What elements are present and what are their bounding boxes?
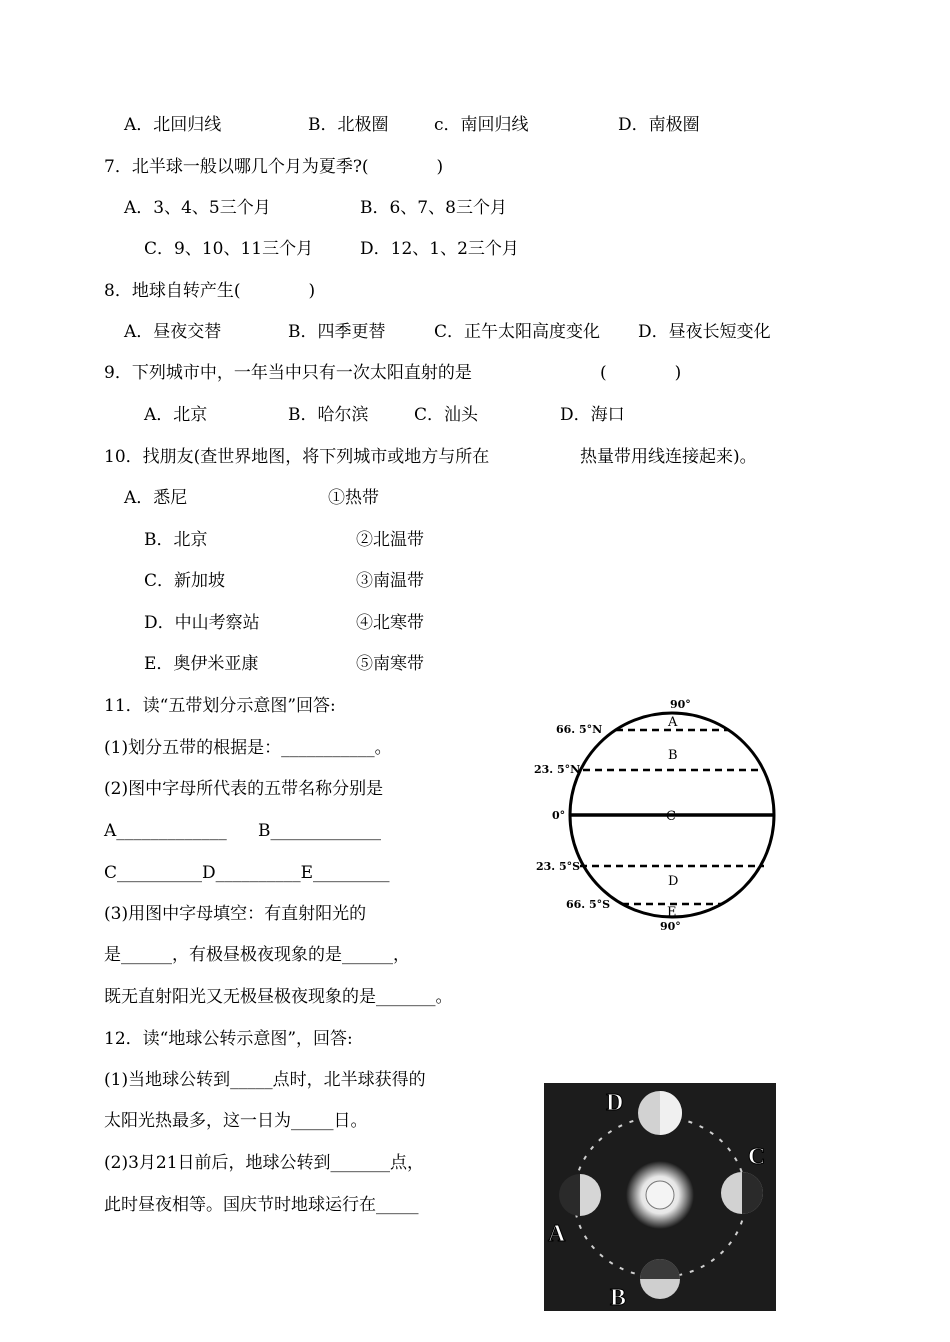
label-north-pole: 90° bbox=[670, 698, 691, 711]
q8-option-c: C．正午太阳高度变化 bbox=[434, 322, 601, 342]
five-zones-diagram bbox=[520, 690, 790, 940]
q10-zone-4: ④北寒带 bbox=[356, 613, 424, 633]
q7-option-d: D．12、1、2三个月 bbox=[360, 239, 519, 259]
position-label-d: D bbox=[606, 1090, 624, 1116]
q10-place-c: C．新加坡 bbox=[144, 571, 226, 591]
q9-option-c: C．汕头 bbox=[414, 405, 479, 425]
label-23-5s: 23. 5°S bbox=[536, 860, 581, 873]
q12-part1-line1: (1)当地球公转到_____点时，北半球获得的 bbox=[104, 1070, 426, 1090]
label-south-pole: 90° bbox=[660, 920, 681, 933]
q10-zone-5: ⑤南寒带 bbox=[356, 654, 424, 674]
position-label-a: A bbox=[548, 1221, 566, 1247]
q12-part1-line2: 太阳光热最多，这一日为_____日。 bbox=[104, 1111, 368, 1131]
q10-zone-1: ①热带 bbox=[328, 488, 379, 508]
q10-place-b: B．北京 bbox=[144, 530, 208, 550]
q12-part2-line2: 此时昼夜相等。国庆节时地球运行在_____ bbox=[104, 1195, 419, 1215]
q11-blank-cde: C__________D__________E_________ bbox=[104, 863, 390, 883]
q8-option-d: D．昼夜长短变化 bbox=[638, 322, 771, 342]
q6-option-c: c．南回归线 bbox=[434, 115, 529, 135]
sun bbox=[646, 1181, 674, 1209]
q9-answer-bracket: ( ) bbox=[600, 363, 682, 383]
q12-stem: 12．读“地球公转示意图”，回答: bbox=[104, 1029, 353, 1049]
zone-letter-d: D bbox=[668, 874, 679, 889]
q8-stem: 8．地球自转产生( ) bbox=[104, 281, 316, 301]
label-66-5s: 66. 5°S bbox=[566, 898, 611, 911]
label-66-5n: 66. 5°N bbox=[556, 723, 603, 736]
q10-zone-2: ②北温带 bbox=[356, 530, 424, 550]
position-label-b: B bbox=[610, 1285, 627, 1311]
position-label-c: C bbox=[748, 1144, 766, 1170]
q7-option-c: C．9、10、11三个月 bbox=[144, 239, 314, 259]
q11-part3-line3: 既无直射阳光又无极昼极夜现象的是_______。 bbox=[104, 987, 453, 1007]
zone-letter-b: B bbox=[668, 748, 678, 763]
q6-option-a: A．北回归线 bbox=[124, 115, 222, 135]
q8-option-b: B．四季更替 bbox=[288, 322, 386, 342]
q10-zone-3: ③南温带 bbox=[356, 571, 424, 591]
q10-place-d: D．中山考察站 bbox=[144, 613, 260, 633]
q11-part2: (2)图中字母所代表的五带名称分别是 bbox=[104, 779, 384, 799]
q7-option-a: A．3、4、5三个月 bbox=[124, 198, 271, 218]
q9-option-d: D．海口 bbox=[560, 405, 625, 425]
q11-part3-line1: (3)用图中字母填空：有直射阳光的 bbox=[104, 904, 367, 924]
q9-option-b: B．哈尔滨 bbox=[288, 405, 369, 425]
q7-option-b: B．6、7、8三个月 bbox=[360, 198, 507, 218]
zone-letter-c: C bbox=[666, 809, 676, 824]
q10-stem-part2: 热量带用线连接起来)。 bbox=[580, 447, 757, 467]
q12-part2-line1: (2)3月21日前后，地球公转到_______点， bbox=[104, 1153, 425, 1173]
q7-stem: 7．北半球一般以哪几个月为夏季?( ) bbox=[104, 157, 444, 177]
zone-letter-a: A bbox=[668, 715, 678, 730]
q9-stem: 9．下列城市中，一年当中只有一次太阳直射的是 bbox=[104, 363, 472, 383]
q11-part3-line2: 是______，有极昼极夜现象的是______， bbox=[104, 945, 410, 965]
q10-stem-part1: 10．找朋友(查世界地图，将下列城市或地方与所在 bbox=[104, 447, 490, 467]
q11-part1: (1)划分五带的根据是：___________。 bbox=[104, 738, 392, 758]
label-23-5n: 23. 5°N bbox=[534, 763, 581, 776]
q8-option-a: A．昼夜交替 bbox=[124, 322, 222, 342]
q11-blank-a: A_____________ bbox=[104, 821, 227, 841]
q11-blank-b: B_____________ bbox=[258, 821, 381, 841]
zone-letter-e: E bbox=[667, 905, 677, 920]
q11-stem: 11．读“五带划分示意图”回答: bbox=[104, 696, 336, 716]
q9-option-a: A．北京 bbox=[144, 405, 208, 425]
q6-option-d: D．南极圈 bbox=[618, 115, 700, 135]
q10-place-e: E．奥伊米亚康 bbox=[144, 654, 259, 674]
q6-option-b: B．北极圈 bbox=[308, 115, 389, 135]
q10-place-a: A．悉尼 bbox=[124, 488, 188, 508]
label-equator: 0° bbox=[552, 809, 566, 822]
earth-revolution-diagram bbox=[544, 1083, 776, 1311]
